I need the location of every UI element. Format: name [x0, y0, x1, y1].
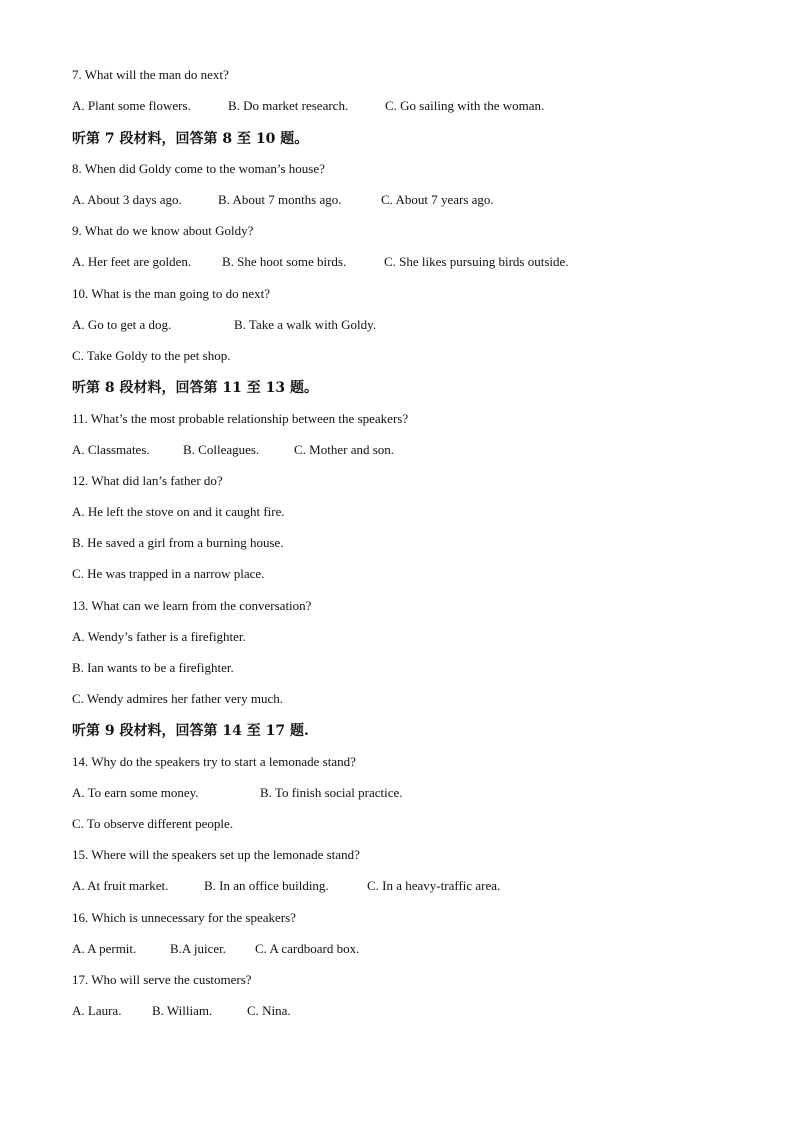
answer-option: B. Colleagues.: [183, 442, 260, 457]
answer-option: B. Ian wants to be a firefighter.: [72, 660, 234, 675]
answer-option: C. To observe different people.: [72, 816, 234, 831]
options-row: [72, 98, 722, 114]
options-row: [72, 442, 722, 458]
answer-option: A. Wendy’s father is a firefighter.: [72, 629, 246, 644]
options-row: [72, 317, 722, 333]
question-text: 9. What do we know about Goldy?: [72, 223, 254, 238]
question-text: 12. What did lan’s father do?: [72, 473, 223, 488]
answer-option: A. A permit.: [72, 941, 137, 956]
answer-option: C. Take Goldy to the pet shop.: [72, 348, 231, 363]
answer-option: A. About 3 days ago.: [72, 192, 182, 207]
answer-option: B. She hoot some birds.: [222, 254, 347, 269]
question-text: 16. Which is unnecessary for the speakers?: [72, 910, 296, 925]
answer-option: A. At fruit market.: [72, 878, 169, 893]
answer-option: C. Go sailing with the woman.: [385, 98, 545, 113]
answer-option: B. About 7 months ago.: [218, 192, 342, 207]
answer-option: A. Plant some flowers.: [72, 98, 191, 113]
answer-option: A. Classmates.: [72, 442, 150, 457]
answer-option: B. He saved a girl from a burning house.: [72, 535, 284, 550]
answer-option: B. In an office building.: [204, 878, 329, 893]
answer-option: A. Her feet are golden.: [72, 254, 192, 269]
answer-option: C. He was trapped in a narrow place.: [72, 566, 265, 581]
question-text: 8. When did Goldy come to the woman’s house?: [72, 161, 325, 176]
options-row: [72, 785, 722, 801]
question-text: 11. What’s the most probable relationship between the speakers?: [72, 411, 409, 426]
answer-option: C. Wendy admires her father very much.: [72, 691, 283, 706]
answer-option: A. Go to get a dog.: [72, 317, 172, 332]
answer-option: B. William.: [152, 1003, 213, 1018]
answer-option: C. In a heavy-traffic area.: [367, 878, 501, 893]
question-text: 13. What can we learn from the conversation?: [72, 598, 312, 613]
answer-option: B.A juicer.: [170, 941, 226, 956]
answer-option: A. He left the stove on and it caught fire.: [72, 504, 285, 519]
options-row: [72, 1003, 722, 1019]
options-row: [72, 254, 722, 270]
answer-option: C. Nina.: [247, 1003, 291, 1018]
answer-option: B. Take a walk with Goldy.: [234, 317, 377, 332]
options-row: [72, 878, 722, 894]
question-text: 14. Why do the speakers try to start a lemonade stand?: [72, 754, 356, 769]
answer-option: B. To finish social practice.: [260, 785, 403, 800]
question-text: 7. What will the man do next?: [72, 67, 229, 82]
answer-option: A. To earn some money.: [72, 785, 199, 800]
question-text: 17. Who will serve the customers?: [72, 972, 252, 987]
question-text: 10. What is the man going to do next?: [72, 286, 270, 301]
section-heading: 听第 7 段材料，回答第 8 至 10 题。: [72, 131, 309, 147]
section-heading: 听第 8 段材料，回答第 11 至 13 题。: [72, 380, 318, 396]
options-row: [72, 192, 722, 208]
section-heading: 听第 9 段材料，回答第 14 至 17 题.: [72, 723, 309, 739]
answer-option: C. About 7 years ago.: [381, 192, 494, 207]
answer-option: B. Do market research.: [228, 98, 349, 113]
answer-option: C. A cardboard box.: [255, 941, 360, 956]
answer-option: C. She likes pursuing birds outside.: [384, 254, 569, 269]
question-text: 15. Where will the speakers set up the lemonade stand?: [72, 847, 360, 862]
options-row: [72, 941, 722, 957]
answer-option: A. Laura.: [72, 1003, 122, 1018]
answer-option: C. Mother and son.: [294, 442, 395, 457]
